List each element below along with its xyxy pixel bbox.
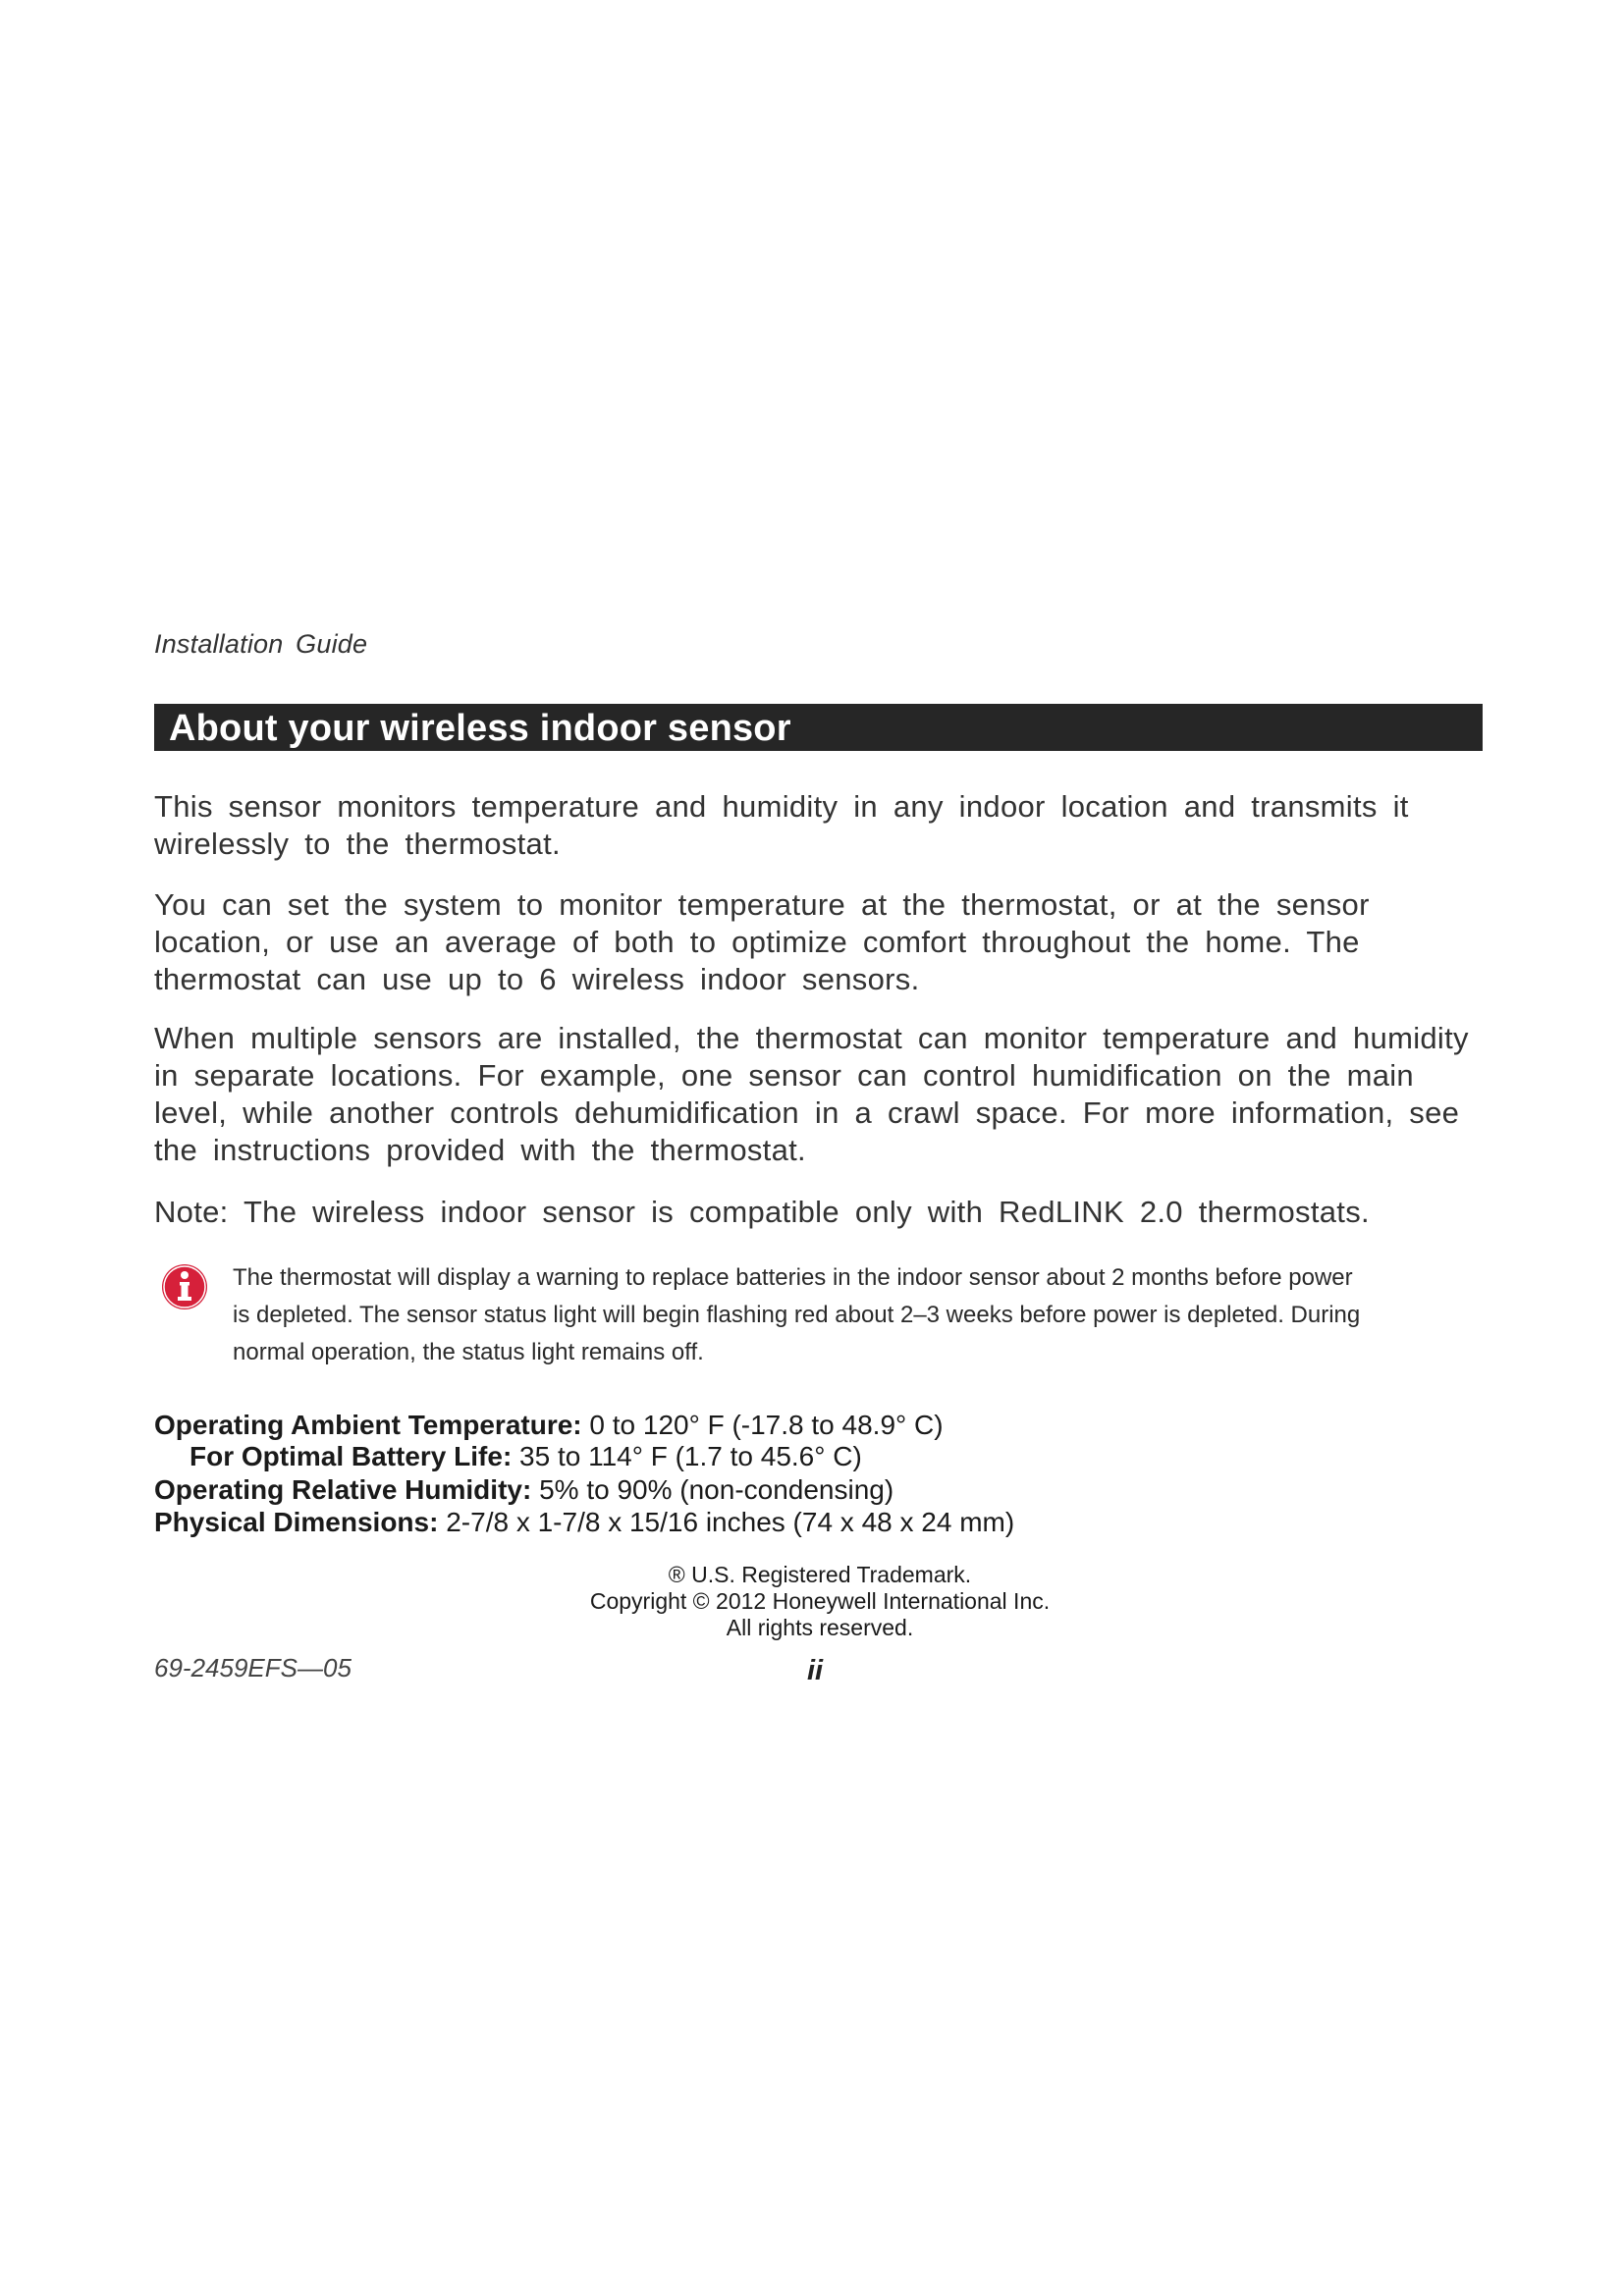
page-number: ii	[807, 1655, 824, 1686]
spec-value: 0 to 120° F (-17.8 to 48.9° C)	[589, 1410, 944, 1440]
spec-physical-dimensions	[154, 1507, 1014, 1538]
rights-line: All rights reserved.	[726, 1615, 914, 1640]
monitoring-paragraph: You can set the system to monitor temperature at the thermostat, or at the sensor location, or use an average of both to optimize comfort throughout the home. The thermostat can use up to 6 wireless indoor sensors.	[154, 887, 1370, 996]
spec-relative-humidity	[154, 1474, 893, 1506]
section-title-bar	[154, 704, 1483, 751]
section-title: About your wireless indoor sensor	[169, 708, 791, 749]
spec-value: 5% to 90% (non-condensing)	[539, 1474, 894, 1505]
spec-label: Operating Ambient Temperature:	[154, 1410, 582, 1440]
spec-ambient-temperature	[154, 1410, 944, 1441]
trademark-line: ® U.S. Registered Trademark.	[668, 1562, 972, 1587]
spec-value: 35 to 114° F (1.7 to 45.6° C)	[519, 1441, 862, 1471]
spec-label: Operating Relative Humidity:	[154, 1474, 532, 1505]
spec-label: For Optimal Battery Life:	[189, 1441, 513, 1471]
battery-warning-note: The thermostat will display a warning to replace batteries in the indoor sensor about 2 months before power is depleted. The sensor status light will begin flashing red about 2–3 weeks before power is depleted. During normal operation, the status light remains off.	[233, 1264, 1361, 1365]
intro-paragraph: This sensor monitors temperature and humidity in any indoor location and transmits it wirelessly to the thermostat.	[154, 789, 1409, 861]
spec-label: Physical Dimensions:	[154, 1507, 439, 1537]
copyright-line: Copyright © 2012 Honeywell International Inc.	[589, 1588, 1051, 1614]
multiple-sensors-paragraph: When multiple sensors are installed, the thermostat can monitor temperature and humidity in separate locations. For example, one sensor can control humidification on the main level, while another controls dehumidification in a crawl space. For more information, see the instructions provided with the thermostat.	[154, 1021, 1469, 1167]
info-icon	[160, 1262, 209, 1311]
document-number: 69-2459EFS—05	[154, 1653, 352, 1682]
running-header: Installation Guide	[154, 629, 368, 659]
compatibility-note: Note: The wireless indoor sensor is compatible only with RedLINK 2.0 thermostats.	[154, 1195, 1370, 1229]
spec-battery-life	[189, 1441, 862, 1472]
spec-value: 2-7/8 x 1-7/8 x 15/16 inches (74 x 48 x 24 mm)	[446, 1507, 1015, 1537]
